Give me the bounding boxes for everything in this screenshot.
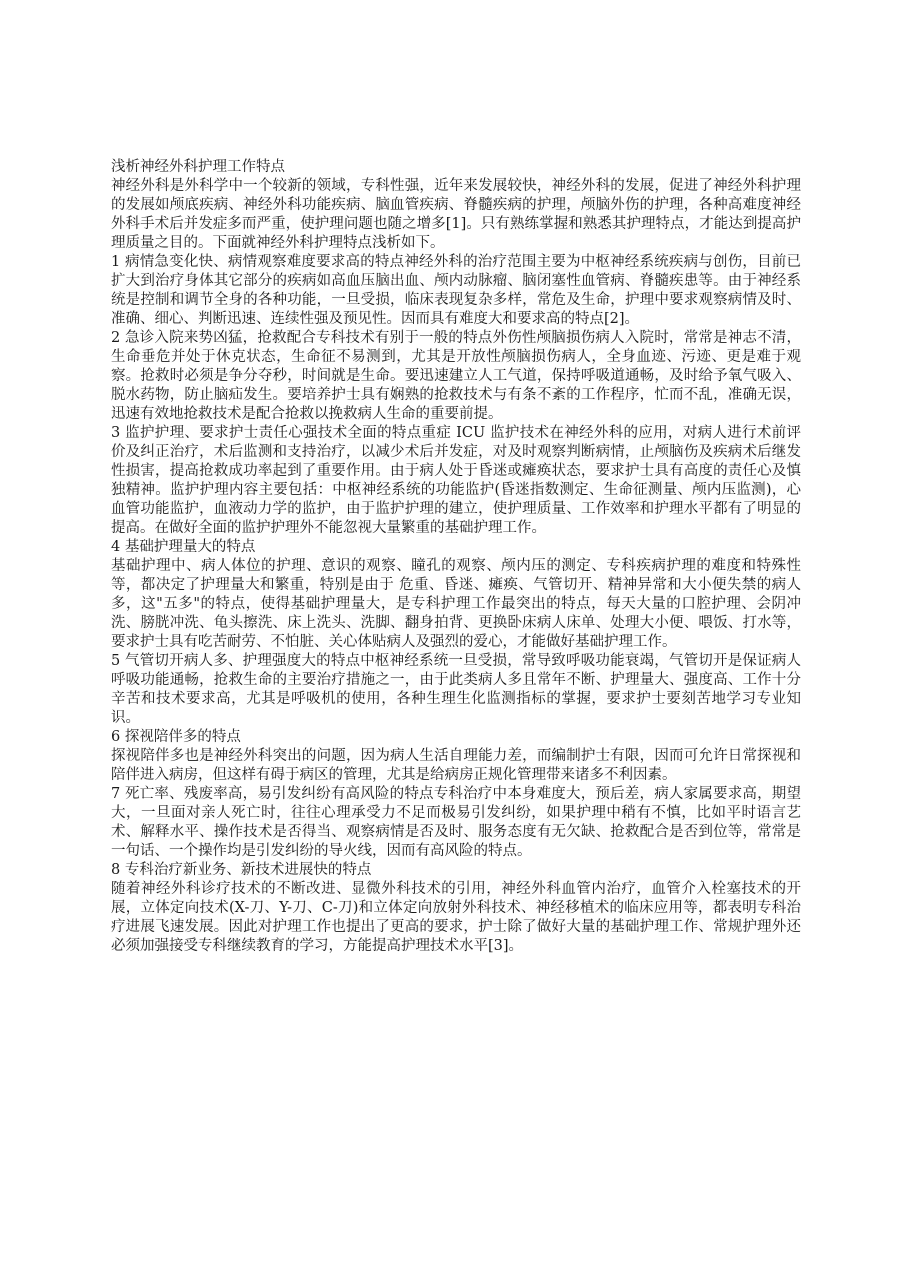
paragraph-section-4: 基础护理中、病人体位的护理、意识的观察、瞳孔的观察、颅内压的测定、专科疾病护理的难度和特殊性等，都决定了护理量大和繁重，特别是由于 危重、昏迷、瘫痪、气管切开、精神异常和大小便失禁的病人多，这"五多"的特点，使得基础护理量大，是专科护理工作最突出的特点，每天大量的口腔护理、会阴冲洗、膀胱冲洗、龟头擦洗、床上洗头、洗脚、翻身拍背、更换卧床病人床单、处理大小便、喂饭、打水等，要求护士具有吃苦耐劳、不怕脏、关心体贴病人及强烈的爱心，才能做好基础护理工作。 bbox=[111, 558, 801, 650]
heading-section-4: 4 基础护理量大的特点 bbox=[111, 539, 256, 555]
paragraph-section-6: 探视陪伴多也是神经外科突出的问题，因为病人生活自理能力差，而编制护士有限，因而可允许日常探视和陪伴进入病房，但这样有碍于病区的管理，尤其是给病房正规化管理带来诸多不利因素。 bbox=[111, 748, 801, 783]
paragraph-section-8: 随着神经外科诊疗技术的不断改进、显微外科技术的引用，神经外科血管内治疗，血管介入栓塞技术的开展，立体定向技术(X-刀、Y-刀、C-刀)和立体定向放射外科技术、神经移植术的临床应用等，都表明专科治疗进展飞速发展。因此对护理工作也提出了更高的要求，护士除了做好大量的基础护理工作、常规护理外还必须加强接受专科继续教育的学习，方能提高护理技术水平[3]。 bbox=[111, 881, 801, 954]
heading-section-6: 6 探视陪伴多的特点 bbox=[111, 729, 241, 745]
paragraph-section-3: 3 监护护理、要求护士责任心强技术全面的特点重症 ICU 监护技术在神经外科的应用，对病人进行术前评价及纠正治疗，术后监测和支持治疗，以减少术后并发症，对及时观察判断病情，止颅脑伤及疾病术后继发性损害，提高抢救成功率起到了重要作用。由于病人处于昏迷或瘫痪状态，要求护士具有高度的责任心及慎独精神。监护护理内容主要包括：中枢神经系统的功能监护(昏迷指数测定、生命征测量、颅内压监测)，心血管功能监护，血液动力学的监护，由于监护护理的建立，使护理质量、工作效率和护理水平都有了明显的提高。在做好全面的监护护理外不能忽视大量繁重的基础护理工作。 bbox=[111, 425, 801, 536]
document-body bbox=[111, 158, 801, 956]
paragraph-intro: 神经外科是外科学中一个较新的领域，专科性强，近年来发展较快，神经外科的发展，促进了神经外科护理的发展如颅底疾病、神经外科功能疾病、脑血管疾病、脊髓疾病的护理，颅脑外伤的护理，各种高难度神经外科手术后并发症多而严重，使护理问题也随之增多[1]。只有熟练掌握和熟悉其护理特点，才能达到提高护理质量之目的。下面就神经外科护理特点浅析如下。 bbox=[111, 178, 801, 251]
document-title: 浅析神经外科护理工作特点 bbox=[111, 159, 285, 175]
paragraph-section-5: 5 气管切开病人多、护理强度大的特点中枢神经系统一旦受损，常导致呼吸功能衰竭，气管切开是保证病人呼吸功能通畅，抢救生命的主要治疗措施之一，由于此类病人多且常年不断、护理量大、强度高、工作十分辛苦和技术要求高，尤其是呼吸机的使用，各种生理生化监测指标的掌握，要求护士要刻苦地学习专业知识。 bbox=[111, 653, 801, 726]
heading-section-8: 8 专科治疗新业务、新技术进展快的特点 bbox=[111, 862, 372, 878]
paragraph-section-7: 7 死亡率、残废率高，易引发纠纷有高风险的特点专科治疗中本身难度大，预后差，病人家属要求高，期望大，一旦面对亲人死亡时，往往心理承受力不足而极易引发纠纷，如果护理中稍有不慎，比如平时语言艺术、解释水平、操作技术是否得当、观察病情是否及时、服务态度有无欠缺、抢救配合是否到位等，常常是一句话、一个操作均是引发纠纷的导火线，因而有高风险的特点。 bbox=[111, 786, 801, 859]
paragraph-section-1: 1 病情急变化快、病情观察难度要求高的特点神经外科的治疗范围主要为中枢神经系统疾病与创伤，目前已扩大到治疗身体其它部分的疾病如高血压脑出血、颅内动脉瘤、脑闭塞性血管病、脊髓疾患等。由于神经系统是控制和调节全身的各种功能，一旦受损，临床表现复杂多样，常危及生命，护理中要求观察病情及时、准确、细心、判断迅速、连续性强及预见性。因而具有难度大和要求高的特点[2]。 bbox=[111, 254, 801, 327]
paragraph-section-2: 2 急诊入院来势凶猛，抢救配合专科技术有别于一般的特点外伤性颅脑损伤病人入院时，常常是神志不清，生命垂危并处于休克状态，生命征不易测到，尤其是开放性颅脑损伤病人，全身血迹、污迹、更是难于观察。抢救时必须是争分夺秒，时间就是生命。要迅速建立人工气道，保持呼吸道通畅，及时给予氧气吸入、脱水药物，防止脑疝发生。要培养护士具有娴熟的抢救技术与有条不紊的工作程序，忙而不乱，准确无误，迅速有效地抢救技术是配合抢救以挽救病人生命的重要前提。 bbox=[111, 330, 801, 422]
